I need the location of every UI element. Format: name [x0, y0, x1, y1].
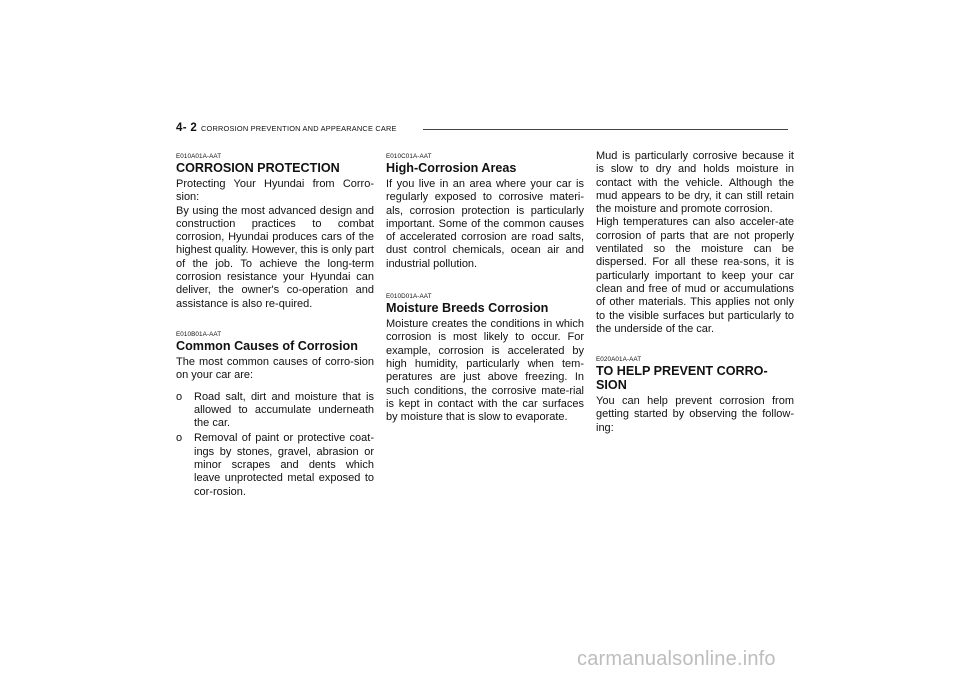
- section-code: E020A01A-AAT: [596, 356, 642, 364]
- section-heading-moisture-breeds-corrosion: Moisture Breeds Corrosion: [386, 301, 549, 316]
- section-heading-common-causes: Common Causes of Corrosion: [176, 338, 358, 353]
- list-item: [176, 391, 374, 431]
- bullet-marker: o: [176, 390, 183, 403]
- section-code: E010C01A-AAT: [386, 153, 432, 160]
- list-item-text: Removal of paint or protective coat-ings by stones, gravel, abrasion or minor scrapes and dents which leave unprotected metal exposed to cor-rosion.: [194, 432, 374, 498]
- page-number: 4- 2: [176, 122, 198, 134]
- section-body: Protecting Your Hyundai from Corro-sion: By using the most advanced design and construction practices to combat corrosion, Hyundai produces cars of the highest quality. However, this is only part of the job. To achieve the long-term corrosion resistance your Hyundai can deliver, the owner's co-operation and assistance is also re-quired.: [176, 178, 374, 310]
- header-rule: [423, 129, 788, 130]
- list-item: [176, 432, 374, 498]
- section-body: Moisture creates the conditions in which corrosion is most likely to occur. For example, corrosion is accelerated by high humidity, particularly when tem-peratures are just above freezing. In such conditions, the corrosive mate-rial is kept in contact with the car surfaces by moisture that is slow to evaporate.: [386, 318, 584, 424]
- section-body: The most common causes of corro-sion on your car are:: [176, 355, 374, 382]
- column-right: [596, 150, 794, 435]
- watermark-text: carmanualsonline.info: [577, 648, 776, 670]
- section-code: E010D01A-AAT: [386, 293, 432, 301]
- page-header: [176, 122, 786, 138]
- section-body: Mud is particularly corrosive because it is slow to dry and holds moisture in contact with the vehicle. Although the mud appears to be dry, it can still retain the moisture and promote corrosion. High temperatures can also acceler-ate corrosion of parts that are not properly ventilated so the moisture can be dispersed. For all these rea-sons, it is particularly important to keep your car clean and free of mud or accumulations of other materials. This applies not only to the visible surfaces but particularly to the underside of the car.: [596, 150, 794, 335]
- section-heading-high-corrosion-areas: High-Corrosion Areas: [386, 161, 517, 175]
- list-item-text: Road salt, dirt and moisture that is allowed to accumulate underneath the car.: [194, 390, 374, 430]
- chapter-title: CORROSION PREVENTION AND APPEARANCE CARE: [201, 124, 397, 133]
- section-body: You can help prevent corrosion from getting started by observing the follow-ing:: [596, 395, 794, 434]
- section-code: E010A01A-AAT: [176, 153, 222, 160]
- section-heading-corrosion-protection: CORROSION PROTECTION: [176, 161, 340, 175]
- column-middle: [386, 153, 584, 424]
- section-code: E010B01A-AAT: [176, 330, 222, 338]
- bullet-list: [176, 391, 374, 499]
- bullet-marker: o: [176, 432, 183, 445]
- section-heading-help-prevent-corrosion: TO HELP PREVENT CORRO-SION: [596, 364, 768, 393]
- section-body: If you live in an area where your car is regularly exposed to corrosive materi-als, corrosion protection is particularly important. Some of the common causes of accelerated corrosion are road salts, dust control chemicals, ocean air and industrial pollution.: [386, 178, 584, 270]
- column-left: [176, 153, 374, 501]
